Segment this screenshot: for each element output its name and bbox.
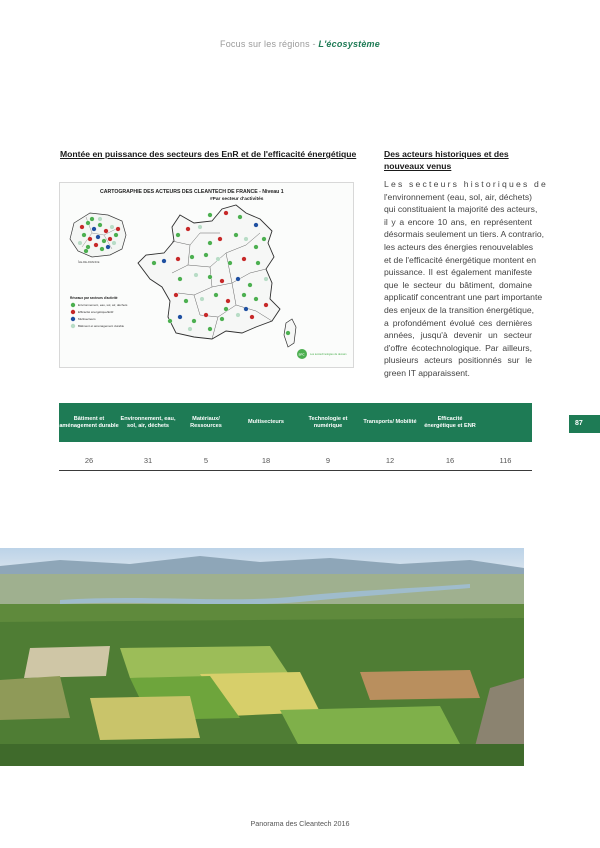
map-dot-green bbox=[214, 293, 219, 298]
paragraph-line: qui constituaient la majorité des acteurs, bbox=[384, 204, 538, 215]
map-dot-green bbox=[256, 261, 261, 266]
map-dot-green bbox=[234, 233, 239, 238]
map-section-title: Montée en puissance des secteurs des EnR et de l'efficacité énergétique bbox=[60, 149, 357, 159]
map-dot-green bbox=[208, 213, 213, 218]
map-dot-red bbox=[176, 257, 181, 262]
td-technologie: 9 bbox=[325, 455, 331, 465]
map-dot-pale bbox=[200, 297, 205, 302]
map-dot-green bbox=[190, 255, 195, 260]
map-dot-red bbox=[226, 299, 231, 304]
paragraph-line: il y a encore 10 ans, en représentent bbox=[384, 216, 532, 227]
france-outline bbox=[138, 205, 280, 339]
paragraph-line: années, jusqu'à devenir un secteur bbox=[384, 330, 532, 341]
village bbox=[0, 676, 70, 720]
map-dot-green bbox=[90, 217, 95, 222]
map-dot-green bbox=[98, 223, 103, 228]
map-dot-red bbox=[116, 227, 121, 232]
legend-swatch-efficiency bbox=[71, 310, 75, 314]
sfc-logo-text: SFC bbox=[298, 352, 305, 357]
paragraph-line: plusieurs acteurs positionnés sur le bbox=[384, 355, 532, 366]
map-dot-green bbox=[178, 277, 183, 282]
map-dot-blue bbox=[254, 223, 259, 228]
map-dot-blue bbox=[178, 315, 183, 320]
map-dot-green bbox=[82, 233, 87, 238]
map-dot-green bbox=[184, 299, 189, 304]
idf-inset-label: ÎLE-DE-FRANCE bbox=[78, 260, 100, 264]
map-dot-green bbox=[176, 233, 181, 238]
map-dot-green bbox=[204, 253, 209, 258]
map-subtitle: #Par secteur d'activités bbox=[210, 197, 264, 202]
th-batiment: Bâtiment et aménagement durable bbox=[59, 415, 119, 429]
map-dot-green bbox=[152, 261, 157, 266]
map-dot-green bbox=[192, 319, 197, 324]
paragraph-line: l'environnement (eau, sol, air, déchets) bbox=[384, 191, 532, 202]
td-total: 116 bbox=[499, 455, 512, 465]
landscape-photo bbox=[0, 548, 524, 766]
landscape-photo-svg bbox=[0, 548, 524, 766]
map-dot-pale bbox=[98, 217, 103, 222]
map-dot-pale bbox=[110, 225, 115, 230]
cleantech-map-svg bbox=[60, 183, 354, 368]
map-dot-red bbox=[174, 293, 179, 298]
map-dot-green bbox=[248, 283, 253, 288]
th-transports: Transports/ Mobilité bbox=[363, 419, 417, 425]
map-dot-green bbox=[224, 307, 229, 312]
map-dot-blue bbox=[244, 307, 249, 312]
map-dot-green bbox=[262, 237, 267, 242]
map-dot-red bbox=[80, 225, 85, 230]
map-dot-pale bbox=[198, 225, 203, 230]
header-chapter: L'écosystème bbox=[318, 39, 380, 49]
paragraph-line: des enjeux de la transition énergétique, bbox=[384, 304, 535, 315]
map-dot-red bbox=[94, 243, 99, 248]
header-separator: - bbox=[312, 39, 316, 49]
th-materiaux: Matériaux/ Ressources bbox=[190, 415, 222, 429]
map-dot-green bbox=[254, 245, 259, 250]
map-dot-red bbox=[204, 313, 209, 318]
map-dot-blue bbox=[92, 227, 97, 232]
table-values-row bbox=[59, 450, 532, 470]
map-dot-blue bbox=[162, 259, 167, 264]
map-dot-blue bbox=[96, 235, 101, 240]
map-dot-pale bbox=[112, 241, 117, 246]
th-environnement: Environnement, eau, sol, air, déchets bbox=[120, 415, 176, 429]
legend-label-environment: Environnement, eau, sol, air, déchets bbox=[78, 303, 128, 308]
header-section: Focus sur les régions bbox=[220, 39, 310, 49]
map-dot-red bbox=[220, 279, 225, 284]
foreground-trees bbox=[0, 744, 524, 766]
map-dot-red bbox=[88, 237, 93, 242]
map-dot-green bbox=[84, 249, 89, 254]
map-dot-red bbox=[250, 315, 255, 320]
td-environnement: 31 bbox=[143, 455, 153, 465]
sfc-logo-caption: Les écotechnologies de demain bbox=[310, 353, 347, 356]
th-multisecteurs: Multisecteurs bbox=[247, 419, 285, 425]
paragraph-line: applicatif concentrant une part importante bbox=[384, 292, 543, 303]
td-batiment: 26 bbox=[84, 455, 94, 465]
td-multisecteurs: 18 bbox=[261, 455, 271, 465]
map-dot-green bbox=[238, 215, 243, 220]
paragraph-line: les acteurs des énergies renouvelables bbox=[384, 241, 534, 252]
map-figure bbox=[59, 182, 354, 368]
paragraph-line: Les secteurs historiques de bbox=[384, 179, 549, 189]
paragraph-line: que le secteur du bâtiment, domaine bbox=[384, 279, 532, 290]
map-dot-pale bbox=[216, 257, 221, 262]
map-dot-red bbox=[224, 211, 229, 216]
map-dot-red bbox=[264, 303, 269, 308]
map-legend bbox=[71, 303, 128, 328]
page-footer: Panorama des Cleantech 2016 bbox=[250, 819, 350, 828]
map-dot-green bbox=[208, 275, 213, 280]
body-paragraph bbox=[384, 178, 549, 380]
table-header-row bbox=[59, 403, 532, 442]
map-dot-red bbox=[104, 229, 109, 234]
map-dot-green bbox=[208, 327, 213, 332]
field-7 bbox=[360, 670, 480, 700]
map-dot-green bbox=[208, 241, 213, 246]
map-dot-green bbox=[102, 239, 107, 244]
map-dot-red bbox=[186, 227, 191, 232]
paragraph-line: puissance. Il est également manifeste bbox=[384, 267, 532, 278]
paragraph-line: a profondément évolué ces dernières bbox=[384, 317, 532, 328]
right-section-title: Des acteurs historiques et des nouveaux venus bbox=[384, 149, 509, 171]
legend-title: Réseaux par secteurs d'activité bbox=[70, 296, 118, 300]
page-number-tab: 87 bbox=[569, 415, 600, 433]
map-dot-green bbox=[242, 293, 247, 298]
map-dot-pale bbox=[236, 313, 241, 318]
map-dot-green bbox=[100, 247, 105, 252]
map-dot-blue bbox=[106, 245, 111, 250]
table-bottom-rule bbox=[59, 470, 532, 471]
td-efficacite: 16 bbox=[445, 455, 455, 465]
th-efficacite: Efficacité énergétique et ENR bbox=[424, 415, 476, 429]
field-6 bbox=[24, 646, 110, 678]
td-materiaux: 5 bbox=[203, 455, 209, 465]
map-dot-red bbox=[108, 237, 113, 242]
field-4 bbox=[90, 696, 200, 740]
map-dot-pale bbox=[194, 273, 199, 278]
legend-swatch-multisector bbox=[71, 317, 75, 321]
legend-swatch-building bbox=[71, 324, 75, 328]
paragraph-line: green IT apparaissent. bbox=[384, 367, 470, 378]
map-dot-pale bbox=[264, 277, 269, 282]
map-dot-green bbox=[254, 297, 259, 302]
th-technologie: Technologie et numérique bbox=[308, 415, 348, 429]
map-dot-red bbox=[218, 237, 223, 242]
map-dot-pale bbox=[78, 241, 83, 246]
paragraph-line: désormais seulement un tiers. A contrario, bbox=[384, 229, 545, 240]
map-dot-green bbox=[86, 221, 91, 226]
paragraph-line: et de l'efficacité énergétique montent en bbox=[384, 254, 536, 265]
map-dot-pale bbox=[188, 327, 193, 332]
running-header bbox=[0, 39, 600, 49]
td-transports: 12 bbox=[385, 455, 395, 465]
map-dot-blue bbox=[236, 277, 241, 282]
paragraph-line: d'offre écotechnologique. Par ailleurs, bbox=[384, 342, 532, 353]
map-dot-pale bbox=[244, 237, 249, 242]
legend-swatch-environment bbox=[71, 303, 75, 307]
map-dot-green bbox=[114, 233, 119, 238]
legend-label-efficiency: Efficacité énergétique/EnR bbox=[78, 310, 114, 315]
legend-label-multisector: Multisecteurs bbox=[78, 317, 96, 322]
map-title: CARTOGRAPHIE DES ACTEURS DES CLEANTECH DE FRANCE - Niveau 1 bbox=[100, 189, 284, 195]
legend-label-building: Bâtiment et aménagement durable bbox=[78, 324, 125, 329]
map-dot-green bbox=[286, 331, 291, 336]
map-dot-green bbox=[220, 317, 225, 322]
map-dot-green bbox=[228, 261, 233, 266]
map-dot-green bbox=[168, 319, 173, 324]
field-5 bbox=[280, 706, 460, 748]
map-dot-red bbox=[242, 257, 247, 262]
